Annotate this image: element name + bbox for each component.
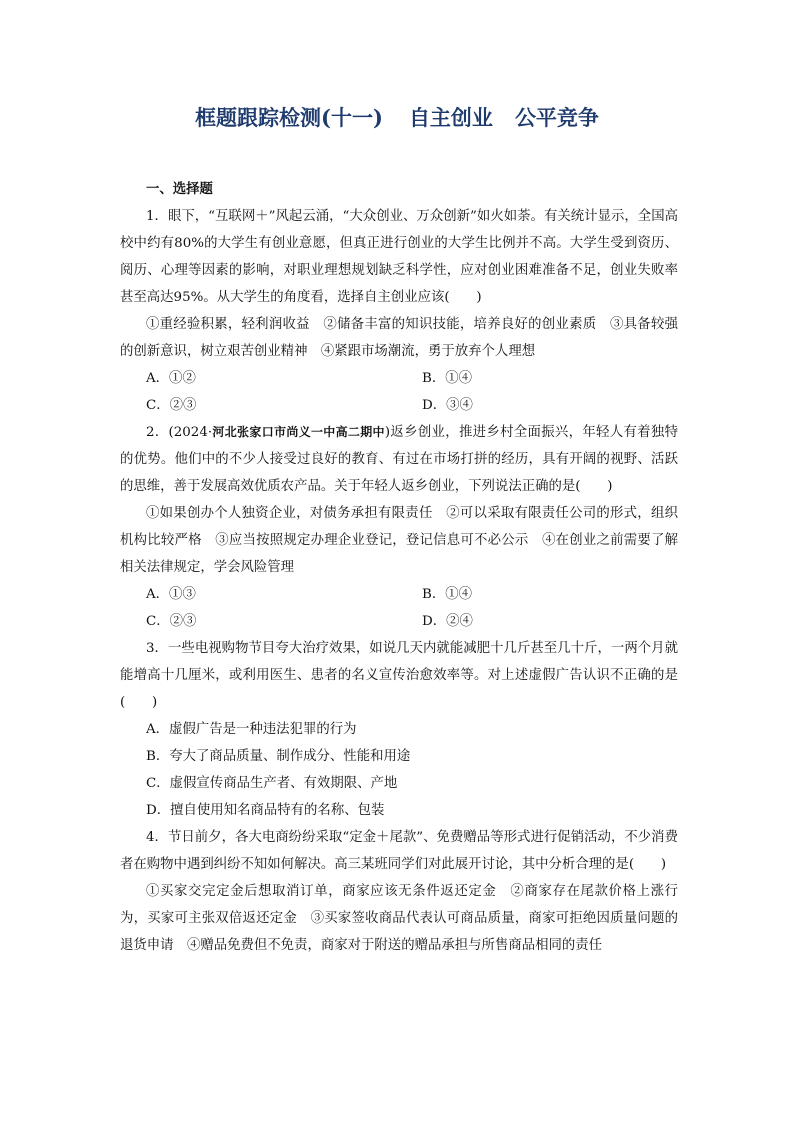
choice-b[interactable]: B．夸大了商品质量、制作成分、性能和用途 [146,749,411,764]
question-2 [120,419,678,635]
question-stem: 1．眼下，“互联网＋”风起云涌，“大众创业、万众创新”如火如荼。有关统计显示，全国高校中约有80%的大学生有创业意愿，但真正进行创业的大学生比例并不高。大学生受到资历、阅历、心理等因素的影响，对职业理想规划缺乏科学性，应对创业困难准备不足，创业失败率甚至高达95%。从大学生的角度看，选择自主创业应该( ) [120,209,678,305]
choice-c[interactable]: C．②③ [146,398,197,413]
title-topic-2: 公平竞争 [514,105,599,130]
question-4 [120,824,678,959]
choice-a[interactable]: A．①② [146,371,196,386]
question-stem: 3．一些电视购物节目夸大治疗效果，如说几天内就能减肥十几斤甚至几十斤，一两个月就能增高十几厘米，或利用医生、患者的名义宣传治愈效率等。对上述虚假广告认识不正确的是( ) [120,641,678,710]
question-stem: 4．节日前夕，各大电商纷纷采取“定金＋尾款”、免费赠品等形式进行促销活动，不少消费者在购物中遇到纠纷不知如何解决。高三某班同学们对此展开讨论，其中分析合理的是( ) [120,830,678,872]
question-statements: ①重经验积累，轻利润收益 ②储备丰富的知识技能，培养良好的创业素质 ③具备较强的创新意识，树立艰苦创业精神 ④紧跟市场潮流，勇于放弃个人理想 [120,317,678,359]
answer-choices [146,365,678,419]
answer-choices [146,581,678,635]
question-content [120,176,678,959]
choice-c[interactable]: C．虚假宣传商品生产者、有效期限、产地 [146,776,398,791]
choice-d[interactable]: D．②④ [422,614,473,629]
choice-b[interactable]: B．①④ [422,587,473,602]
question-statements: ①买家交完定金后想取消订单，商家应该无条件返还定金 ②商家存在尾款价格上涨行为，买家可主张双倍返还定金 ③买家签收商品代表认可商品质量，商家可拒绝因质量问题的退货申请 ④赠品免费但不免责，商家对于附送的赠品承担与所售商品相同的责任 [120,884,678,953]
question-statements: ①如果创办个人独资企业，对债务承担有限责任 ②可以采取有限责任公司的形式，组织机构比较严格 ③应当按照规定办理企业登记，登记信息可不必公示 ④在创业之前需要了解相关法律规定，学会风险管理 [120,506,678,575]
choice-d[interactable]: D．③④ [422,398,473,413]
question-stem-rest: )返乡创业，推进乡村全面振兴，年轻人有着独特的优势。他们中的不少人接受过良好的教育、有过在市场打拼的经历，具有开阔的视野、活跃的思维，善于发展高效优质农产品。关于年轻人返乡创业，下列说法正确的是( ) [120,425,678,494]
question-3 [120,635,678,824]
title-topic-1: 自主创业 [408,105,493,130]
page-title [0,102,794,132]
choice-a[interactable]: A．虚假广告是一种违法犯罪的行为 [146,722,357,737]
choice-b[interactable]: B．①④ [422,371,473,386]
section-heading: 一、选择题 [146,181,213,197]
question-1 [120,203,678,419]
question-stem [120,419,678,500]
question-source: 河北张家口市尚义一中高二期中 [212,425,385,439]
choice-c[interactable]: C．②③ [146,614,197,629]
choice-d[interactable]: D．擅自使用知名商品特有的名称、包装 [146,803,385,818]
choice-a[interactable]: A．①③ [146,587,196,602]
title-main: 框题跟踪检测(十一) [195,105,383,130]
question-stem-prefix: 2．(2024· [146,425,213,440]
